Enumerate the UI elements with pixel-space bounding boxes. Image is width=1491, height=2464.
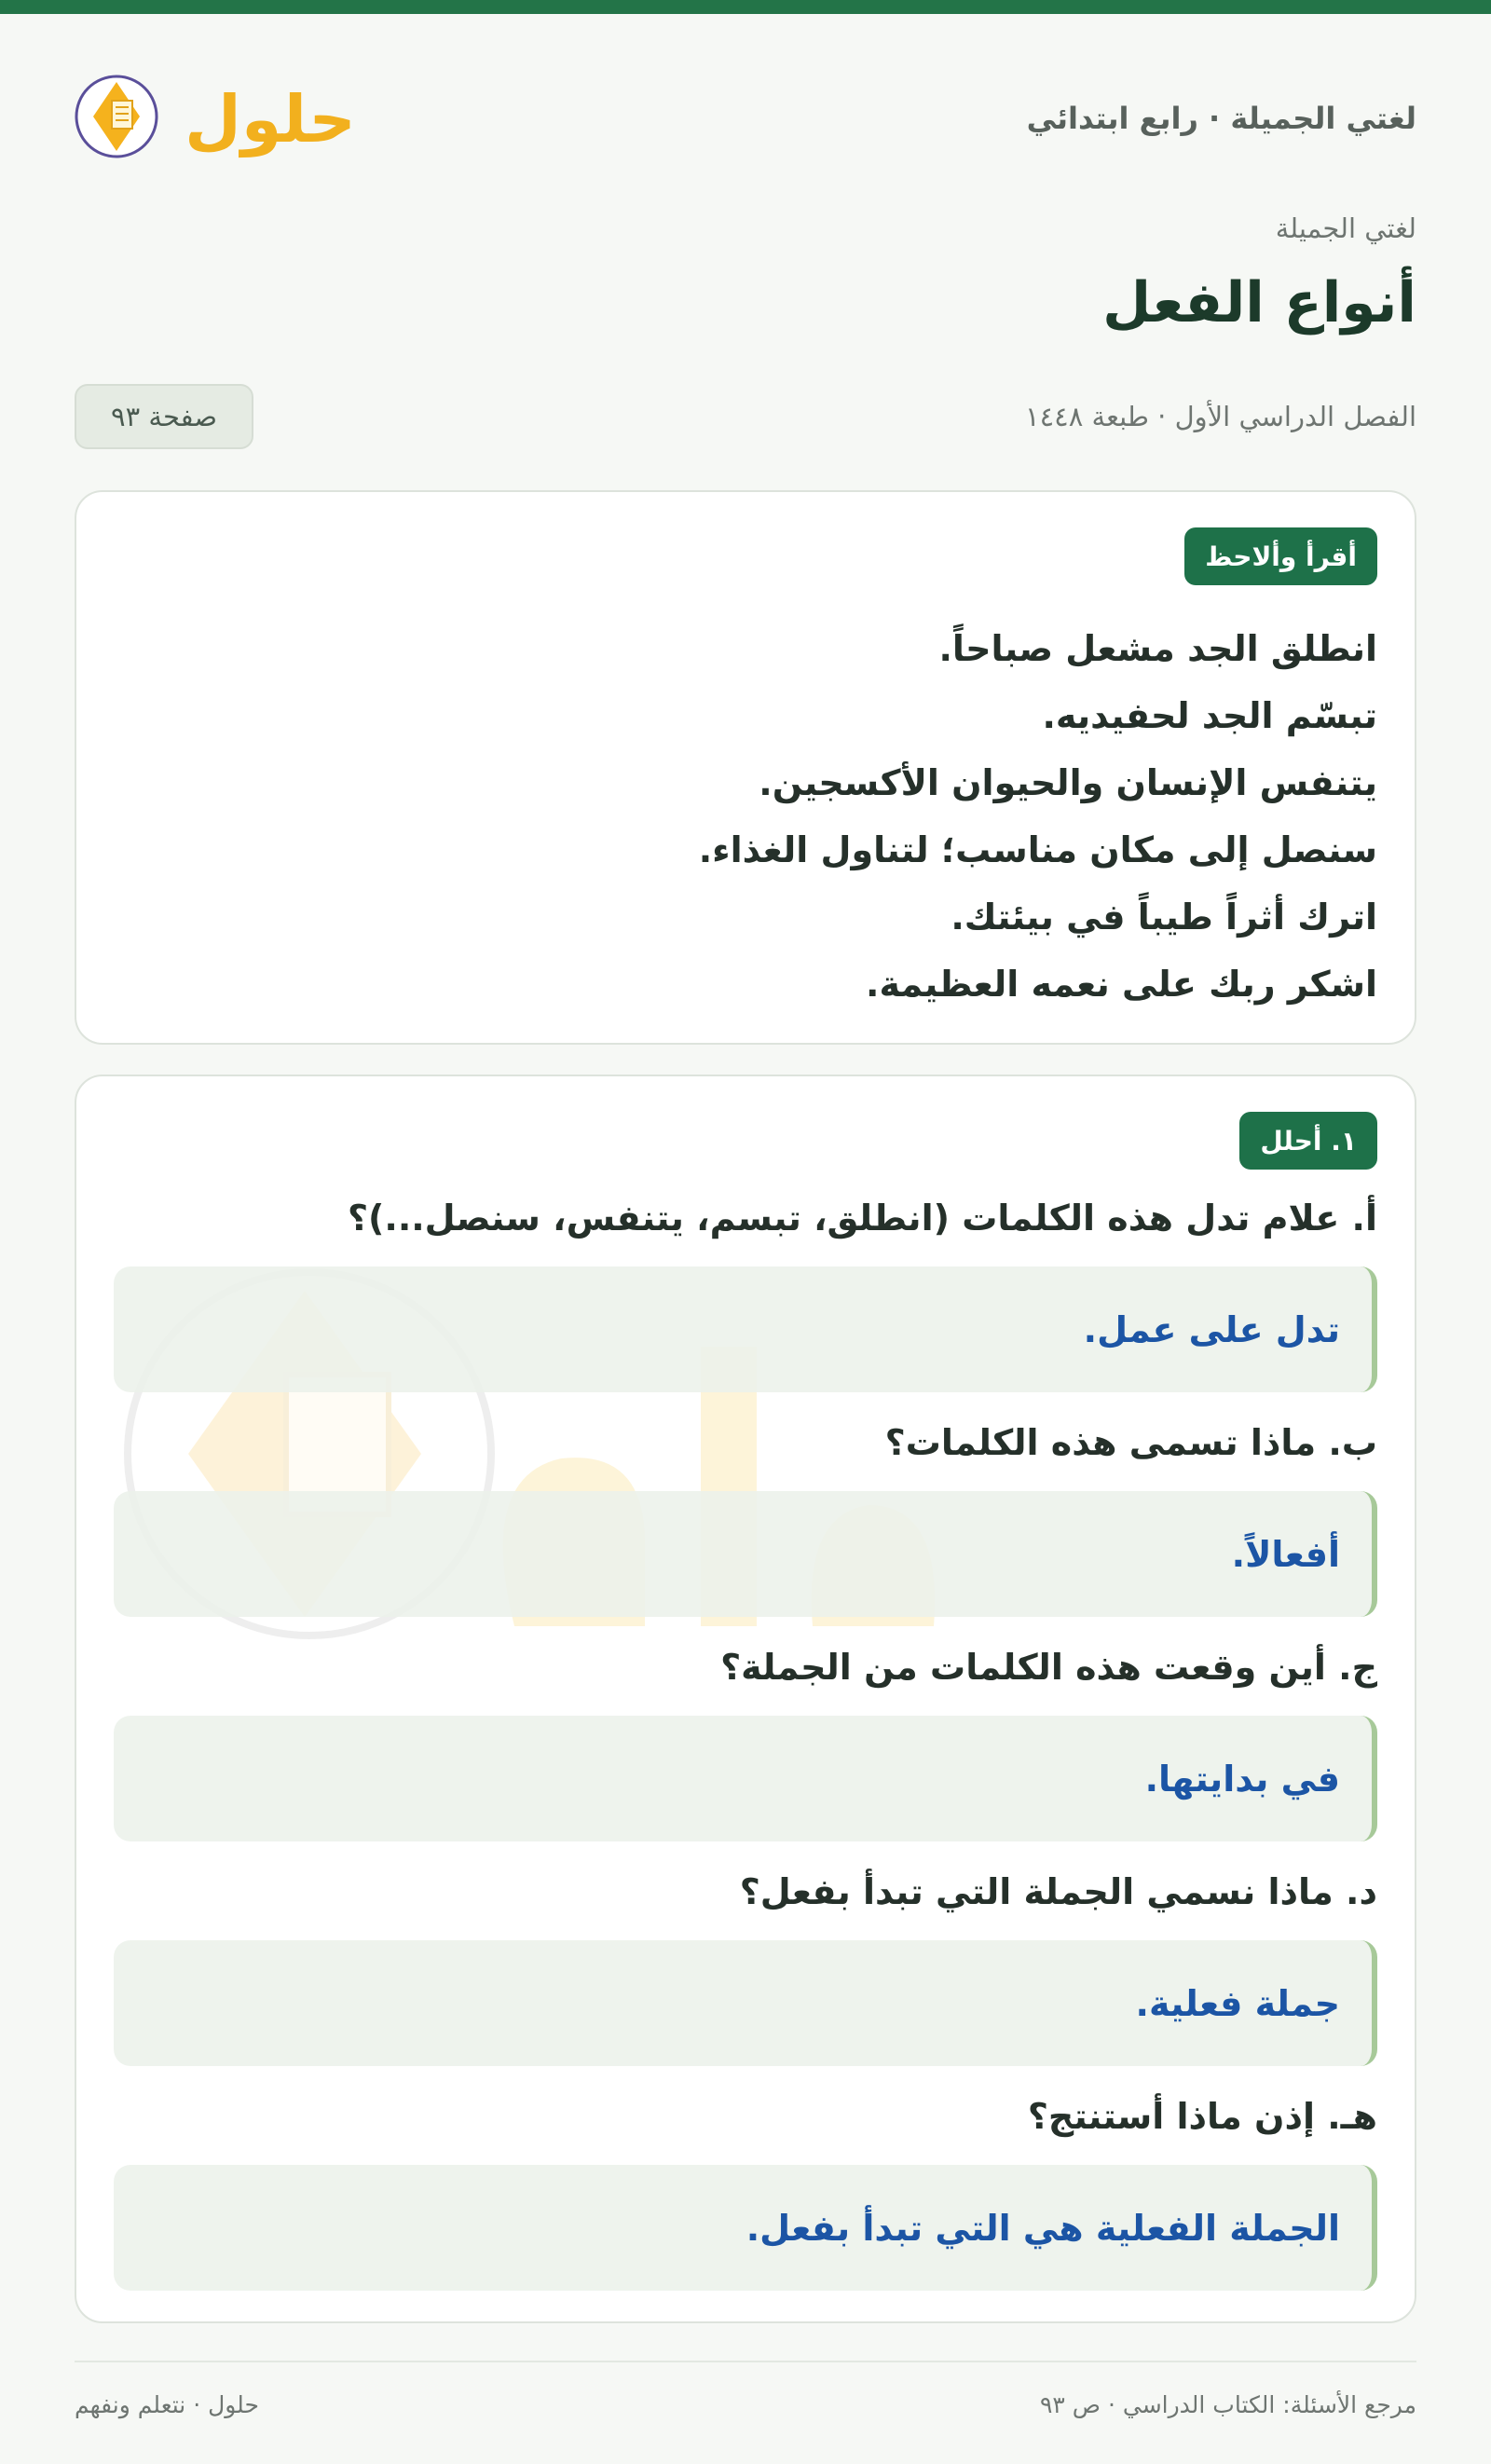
page-title: أنواع الفعل (1102, 270, 1416, 335)
answer-e: الجملة الفعلية هي التي تبدأ بفعل. (114, 2165, 1377, 2291)
question-b: ب. ماذا تسمى هذه الكلمات؟ (884, 1422, 1377, 1463)
question-answer-list (114, 1188, 1377, 2311)
term-edition-label: الفصل الدراسي الأول · طبعة ١٤٤٨ (1025, 401, 1416, 432)
sentence-item: اترك أثراً طيباً في بيئتك. (951, 897, 1377, 938)
question-c: ج. أين وقعت هذه الكلمات من الجملة؟ (720, 1647, 1377, 1688)
sentence-item: اشكر ربك على نعمه العظيمة. (866, 964, 1377, 1005)
sentence-item: انطلق الجد مشعل صباحاً. (938, 628, 1377, 669)
answer-d: جملة فعلية. (114, 1940, 1377, 2066)
sentence-list (110, 615, 1377, 1018)
answer-b: أفعالاً. (114, 1491, 1377, 1617)
sentence-item: سنصل إلى مكان مناسب؛ لتناول الغذاء. (698, 829, 1377, 870)
sentence-item: تبسّم الجد لحفيديه. (1042, 695, 1377, 736)
read-observe-tag: أقرأ وألاحظ (1184, 527, 1377, 585)
logo-wordmark: حلول (185, 81, 354, 157)
answer-a: تدل على عمل. (114, 1266, 1377, 1392)
question-e: هـ. إذن ماذا أستنتج؟ (1027, 2096, 1377, 2137)
read-observe-card (75, 490, 1416, 1045)
subject-grade-label: لغتي الجميلة · رابع ابتدائي (1026, 101, 1416, 136)
question-a: أ. علام تدل هذه الكلمات (انطلق، تبسم، يتنفس، سنصل...)؟ (347, 1198, 1377, 1239)
footer-brand[interactable]: حلول · نتعلم ونفهم (75, 2391, 259, 2418)
question-d: د. ماذا نسمي الجملة التي تبدأ بفعل؟ (739, 1871, 1377, 1912)
page-header (75, 56, 1416, 177)
sentence-item: يتنفس الإنسان والحيوان الأكسجين. (759, 762, 1377, 803)
footer-divider (75, 2361, 1416, 2362)
hulul-logo[interactable] (75, 65, 354, 168)
page-number-badge: صفحة ٩٣ (75, 384, 253, 449)
analyze-tag: ١. أحلل (1239, 1112, 1377, 1170)
breadcrumb[interactable]: لغتي الجميلة (1275, 212, 1416, 244)
analyze-card (75, 1075, 1416, 2323)
footer-reference: مرجع الأسئلة: الكتاب الدراسي · ص ٩٣ (1039, 2391, 1416, 2418)
answer-c: في بدايتها. (114, 1716, 1377, 1841)
top-accent-bar (0, 0, 1491, 14)
